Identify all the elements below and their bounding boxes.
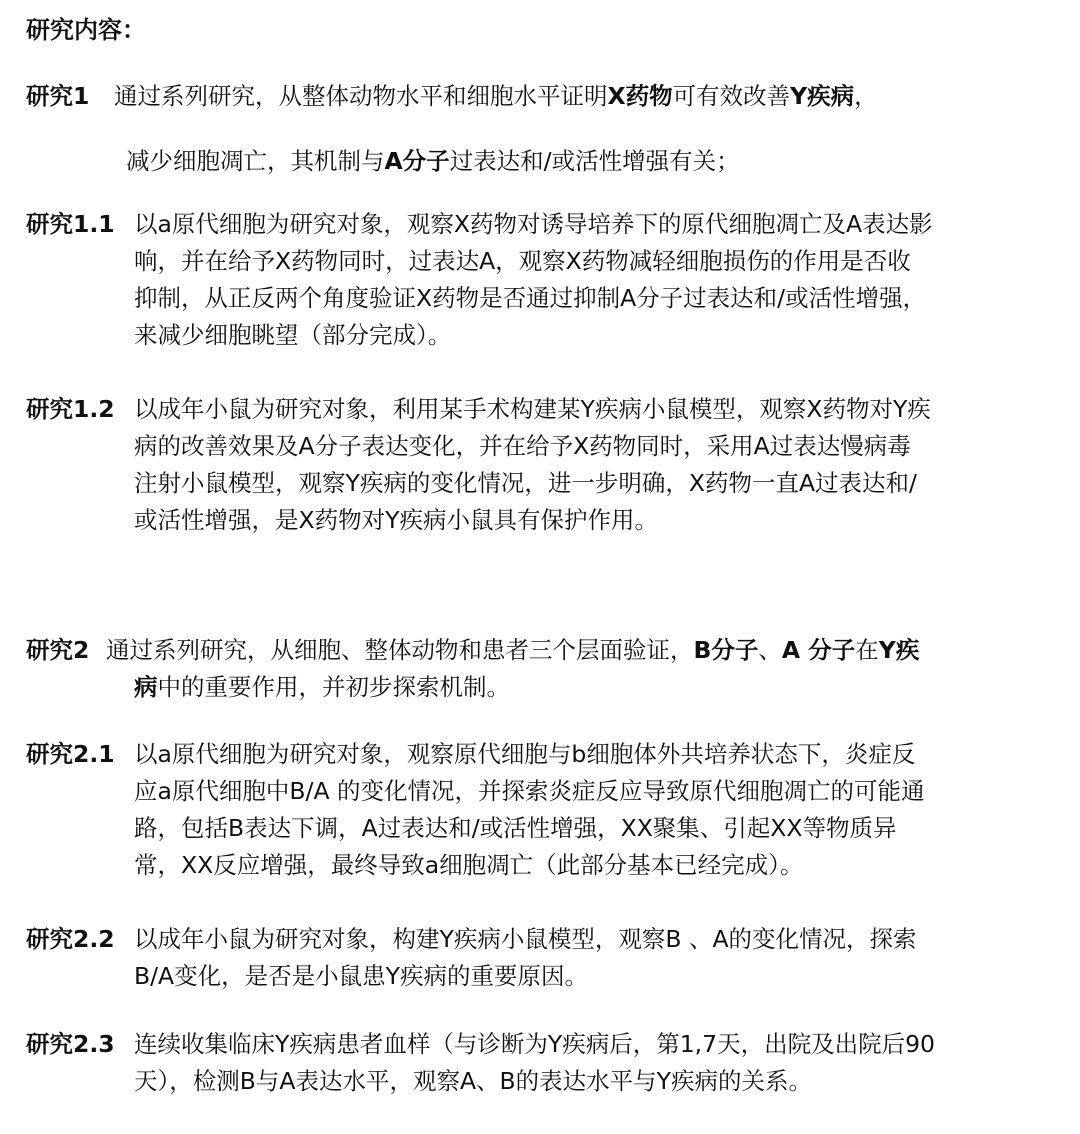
research-1-line-2: 减少细胞凋亡，其机制与A分子过表达和/或活性增强有关； [126, 147, 740, 175]
research-2-1-line: 常，XX反应增强，最终导致a细胞凋亡（此部分基本已经完成）。 [134, 851, 804, 879]
research-1-label: 研究1 [26, 82, 90, 110]
research-2-3-line: 连续收集临床Y疾病患者血样（与诊断为Y疾病后，第1,7天，出院及出院后90 [134, 1030, 935, 1058]
research-2-2-label: 研究2.2 [26, 925, 115, 953]
research-2-3-line: 天），检测B与A表达水平，观察A、B的表达水平与Y疾病的关系。 [134, 1067, 812, 1095]
research-2-body [106, 632, 1060, 669]
research-1-2-line: 注射小鼠模型，观察Y疾病的变化情况，进一步明确，X药物一直A过表达和/ [134, 469, 917, 497]
research-1-2-body [134, 391, 1060, 539]
research-1 [26, 78, 1060, 180]
research-1-1-label: 研究1.1 [26, 210, 115, 238]
research-1-2-line: 病的改善效果及A分子表达变化，并在给予X药物同时，采用A过表达慢病毒 [134, 432, 911, 460]
section-heading: 研究内容： [26, 16, 146, 44]
research-1-2-label: 研究1.2 [26, 395, 115, 423]
research-2-2-line: 以成年小鼠为研究对象，构建Y疾病小鼠模型，观察B 、A的变化情况，探索 [134, 925, 917, 953]
research-1-body [114, 78, 1060, 115]
research-1-2-line: 以成年小鼠为研究对象，利用某手术构建某Y疾病小鼠模型，观察X药物对Y疾 [134, 395, 931, 423]
research-2-2-line: B/A变化，是否是小鼠患Y疾病的重要原因。 [134, 962, 588, 990]
research-2-1-line: 路，包括B表达下调，A过表达和/或活性增强，XX聚集、引起XX等物质异 [134, 814, 897, 842]
research-2-2 [26, 921, 1060, 995]
research-2-1-label: 研究2.1 [26, 740, 115, 768]
research-1-1-line: 来减少细胞眺望（部分完成）。 [134, 321, 452, 349]
research-2-3-body [134, 1026, 1060, 1100]
research-1-2-line: 或活性增强，是X药物对Y疾病小鼠具有保护作用。 [134, 506, 658, 534]
research-1-1-body [134, 206, 1060, 354]
research-2 [26, 632, 1060, 706]
research-2-3-label: 研究2.3 [26, 1030, 115, 1058]
research-1-1-line: 抑制，从正反两个角度验证X药物是否通过抑制A分子过表达和/或活性增强， [134, 284, 927, 312]
research-2-line-1: 通过系列研究，从细胞、整体动物和患者三个层面验证，B分子、A 分子在Y疾 [106, 636, 920, 664]
research-1-1-line: 以a原代细胞为研究对象，观察X药物对诱导培养下的原代细胞凋亡及A表达影 [134, 210, 933, 238]
research-1-1 [26, 206, 1060, 354]
research-2-line-2: 病中的重要作用，并初步探索机制。 [134, 673, 510, 701]
research-1-line-1: 通过系列研究，从整体动物水平和细胞水平证明X药物可有效改善Y疾病， [114, 82, 878, 110]
research-2-1-body [134, 736, 1060, 884]
research-1-2 [26, 391, 1060, 539]
research-2-1-line: 以a原代细胞为研究对象，观察原代细胞与b细胞体外共培养状态下，炎症反 [134, 740, 916, 768]
research-1-1-line: 响，并在给予X药物同时，过表达A，观察X药物减轻细胞损伤的作用是否收 [134, 247, 911, 275]
research-2-1-line: 应a原代细胞中B/A 的变化情况，并探索炎症反应导致原代细胞凋亡的可能通 [134, 777, 925, 805]
research-2-2-body [134, 921, 1060, 995]
research-2-3 [26, 1026, 1060, 1100]
research-2-1 [26, 736, 1060, 884]
research-2-label: 研究2 [26, 636, 90, 664]
